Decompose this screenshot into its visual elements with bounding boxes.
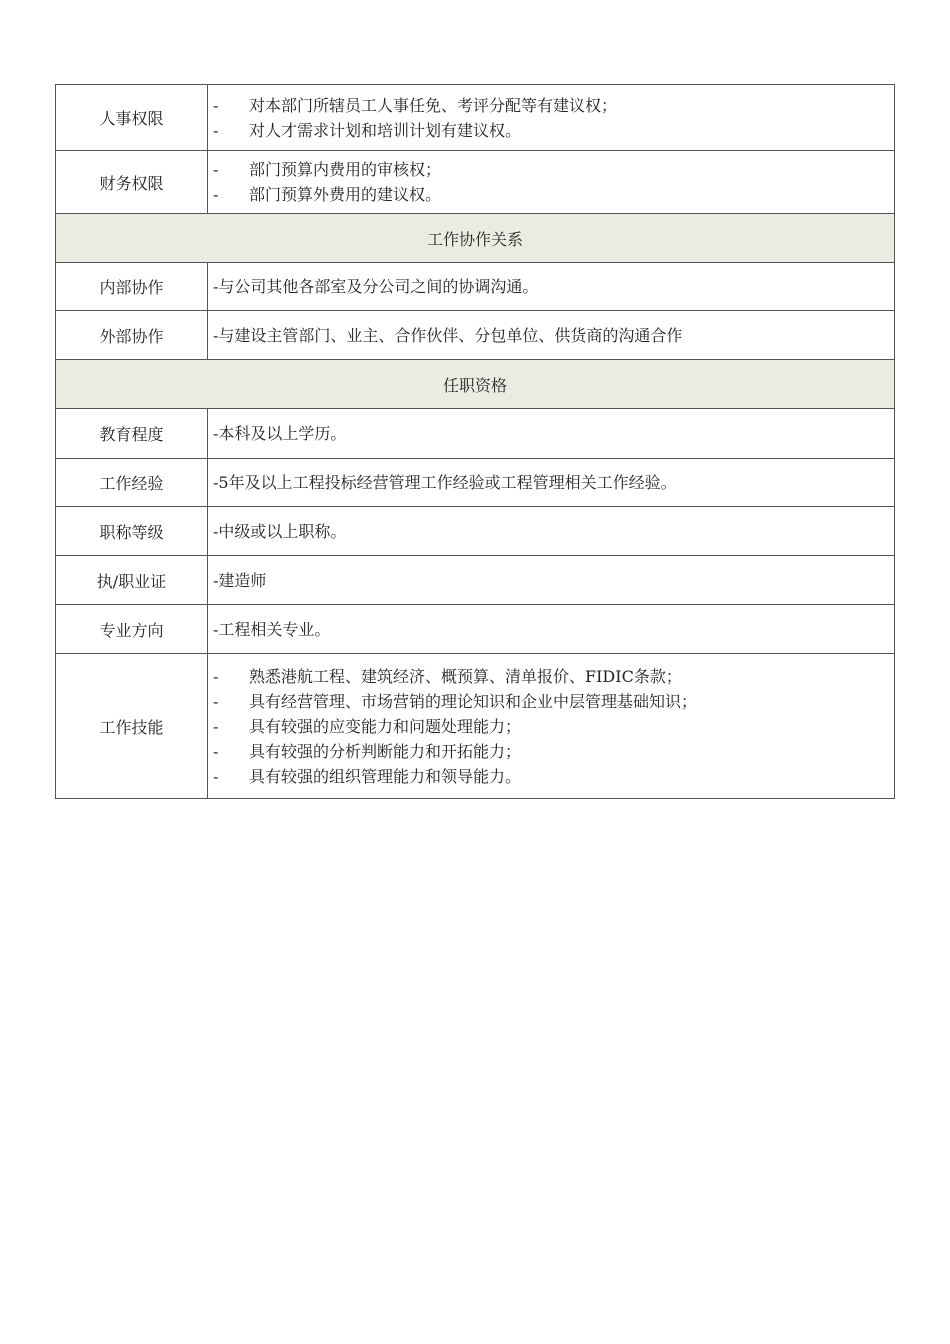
row-value-title-level: -中级或以上职称。 — [208, 507, 895, 556]
row-value-hr-authority — [208, 85, 895, 151]
table-row — [56, 263, 895, 311]
row-value-major: -工程相关专业。 — [208, 605, 895, 654]
row-label-major: 专业方向 — [56, 605, 208, 654]
list-item: - 熟悉港航工程、建筑经济、概预算、清单报价、FIDIC条款； — [213, 666, 682, 686]
table-row — [56, 556, 895, 605]
table-row — [56, 507, 895, 556]
table-row — [56, 605, 895, 654]
job-description-table — [55, 84, 895, 799]
table-row — [56, 409, 895, 459]
list-item: - 具有较强的应变能力和问题处理能力； — [213, 716, 522, 736]
row-label-hr-authority: 人事权限 — [56, 85, 208, 151]
list-item: - 部门预算外费用的建议权。 — [213, 185, 442, 204]
row-label-external-collab: 外部协作 — [56, 311, 208, 360]
section-header-qualifications — [56, 360, 895, 409]
section-header-collaboration — [56, 214, 895, 263]
row-value-certificate: -建造师 — [208, 556, 895, 605]
row-value-experience: -5年及以上工程投标经营管理工作经验或工程管理相关工作经验。 — [208, 459, 895, 507]
row-value-external-collab: -与建设主管部门、业主、合作伙伴、分包单位、供货商的沟通合作 — [208, 311, 895, 360]
row-label-certificate: 执/职业证 — [56, 556, 208, 605]
row-value-education: -本科及以上学历。 — [208, 409, 895, 459]
table-row — [56, 654, 895, 799]
row-label-education: 教育程度 — [56, 409, 208, 459]
row-value-skills — [208, 654, 895, 799]
row-value-finance-authority — [208, 151, 895, 214]
section-title: 工作协作关系 — [56, 214, 895, 263]
list-item: - 具有较强的分析判断能力和开拓能力； — [213, 741, 522, 761]
list-item: - 具有较强的组织管理能力和领导能力。 — [213, 766, 522, 786]
table-row — [56, 459, 895, 507]
list-item: - 对本部门所辖员工人事任免、考评分配等有建议权； — [213, 95, 618, 115]
list-item: - 对人才需求计划和培训计划有建议权。 — [213, 120, 522, 140]
row-label-finance-authority: 财务权限 — [56, 151, 208, 214]
row-label-title-level: 职称等级 — [56, 507, 208, 556]
row-label-experience: 工作经验 — [56, 459, 208, 507]
table-row — [56, 85, 895, 151]
row-value-internal-collab: -与公司其他各部室及分公司之间的协调沟通。 — [208, 263, 895, 311]
list-item: - 具有经营管理、市场营销的理论知识和企业中层管理基础知识； — [213, 691, 698, 711]
table-row — [56, 151, 895, 214]
list-item: - 部门预算内费用的审核权； — [213, 160, 442, 179]
section-title: 任职资格 — [56, 360, 895, 409]
row-label-internal-collab: 内部协作 — [56, 263, 208, 311]
table-row — [56, 311, 895, 360]
row-label-skills: 工作技能 — [56, 654, 208, 799]
